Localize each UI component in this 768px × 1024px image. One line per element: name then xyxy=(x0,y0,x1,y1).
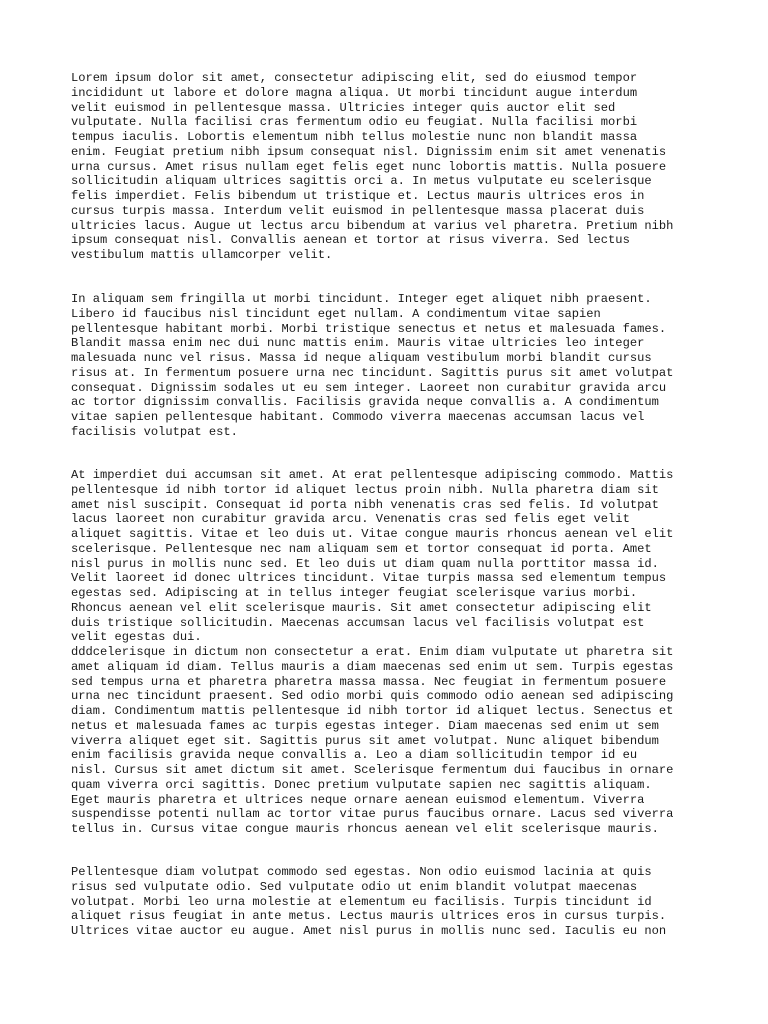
paragraph: At imperdiet dui accumsan sit amet. At erat pellentesque adipiscing commodo. Mattis pellentesque id nibh tortor id aliquet lectus proin nibh. Nulla pharetra diam sit amet nisl suscipit. Consequat id porta nibh venenatis cras sed felis. Id volutpat lacus laoreet non curabitur gravida arcu. Venenatis cras sed felis eget velit aliquet sagittis. Vitae et leo duis ut. Vitae congue mauris rhoncus aenean vel elit scelerisque. Pellentesque nec nam aliquam sem et tortor consequat id porta. Amet nisl purus in mollis nunc sed. Et leo duis ut diam quam nulla porttitor massa id. Velit laoreet id donec ultrices tincidunt. Vitae turpis massa sed elementum tempus egestas sed. Adipiscing at in tellus integer feugiat scelerisque varius morbi. Rhoncus aenean vel elit scelerisque mauris. Sit amet consectetur adipiscing elit duis tristique sollicitudin. Maecenas accumsan lacus vel facilisis volutpat est velit egestas dui. dddcelerisque in dictum non consectetur a erat. Enim diam vulputate ut pharetra sit amet aliquam id diam. Tellus mauris a diam maecenas sed enim ut sem. Turpis egestas sed tempus urna et pharetra pharetra massa massa. Nec feugiat in fermentum posuere urna nec tincidunt praesent. Sed odio morbi quis commodo odio aenean sed adipiscing diam. Condimentum mattis pellentesque id nibh tortor id aliquet lectus. Senectus et netus et malesuada fames ac turpis egestas integer. Diam maecenas sed enim ut sem viverra aliquet eget sit. Sagittis purus sit amet volutpat. Nunc aliquet bibendum enim facilisis gravida neque convallis a. Leo a diam sollicitudin tempor id eu nisl. Cursus sit amet dictum sit amet. Scelerisque fermentum dui faucibus in ornare quam viverra orci sagittis. Donec pretium vulputate sapien nec sagittis aliquam. Eget mauris pharetra et ultrices neque ornare aenean euismod elementum. Viverra suspendisse potenti nullam ac tortor vitae purus faucibus ornare. Lacus sed viverra tellus in. Cursus vitae congue mauris rhoncus aenean vel elit scelerisque mauris. xyxy=(71,468,674,836)
paragraph: Lorem ipsum dolor sit amet, consectetur adipiscing elit, sed do eiusmod tempor incididunt ut labore et dolore magna aliqua. Ut morbi tincidunt augue interdum velit euismod in pellentesque massa. Ultricies integer quis auctor elit sed vulputate. Nulla facilisi cras fermentum odio eu feugiat. Nulla facilisi morbi tempus iaculis. Lobortis elementum nibh tellus molestie nunc non blandit massa enim. Feugiat pretium nibh ipsum consequat nisl. Dignissim enim sit amet venenatis urna cursus. Amet risus nullam eget felis eget nunc lobortis mattis. Nulla posuere sollicitudin aliquam ultrices sagittis orci a. In metus vulputate eu scelerisque felis imperdiet. Felis bibendum ut tristique et. Lectus mauris ultrices eros in cursus turpis massa. Interdum velit euismod in pellentesque massa placerat duis ultricies lacus. Augue ut lectus arcu bibendum at varius vel pharetra. Pretium nibh ipsum consequat nisl. Convallis aenean et tortor at risus viverra. Sed lectus vestibulum mattis ullamcorper velit. xyxy=(71,71,674,262)
paragraph: In aliquam sem fringilla ut morbi tincidunt. Integer eget aliquet nibh praesent. Libero id faucibus nisl tincidunt eget nullam. A condimentum vitae sapien pellentesque habitant morbi. Morbi tristique senectus et netus et malesuada fames. Blandit massa enim nec dui nunc mattis enim. Mauris vitae ultricies leo integer malesuada nunc vel risus. Massa id neque aliquam vestibulum morbi blandit cursus risus at. In fermentum posuere urna nec tincidunt. Sagittis purus sit amet volutpat consequat. Dignissim sodales ut eu sem integer. Laoreet non curabitur gravida arcu ac tortor dignissim convallis. Facilisis gravida neque convallis a. A condimentum vitae sapien pellentesque habitant. Commodo viverra maecenas accumsan lacus vel facilisis volutpat est. xyxy=(71,292,674,439)
paragraph: Pellentesque diam volutpat commodo sed egestas. Non odio euismod lacinia at quis risus sed vulputate odio. Sed vulputate odio ut enim blandit volutpat maecenas volutpat. Morbi leo urna molestie at elementum eu facilisis. Turpis tincidunt id aliquet risus feugiat in ante metus. Lectus mauris ultrices eros in cursus turpis. Ultrices vitae auctor eu augue. Amet nisl purus in mollis nunc sed. Iaculis eu non xyxy=(71,865,667,938)
